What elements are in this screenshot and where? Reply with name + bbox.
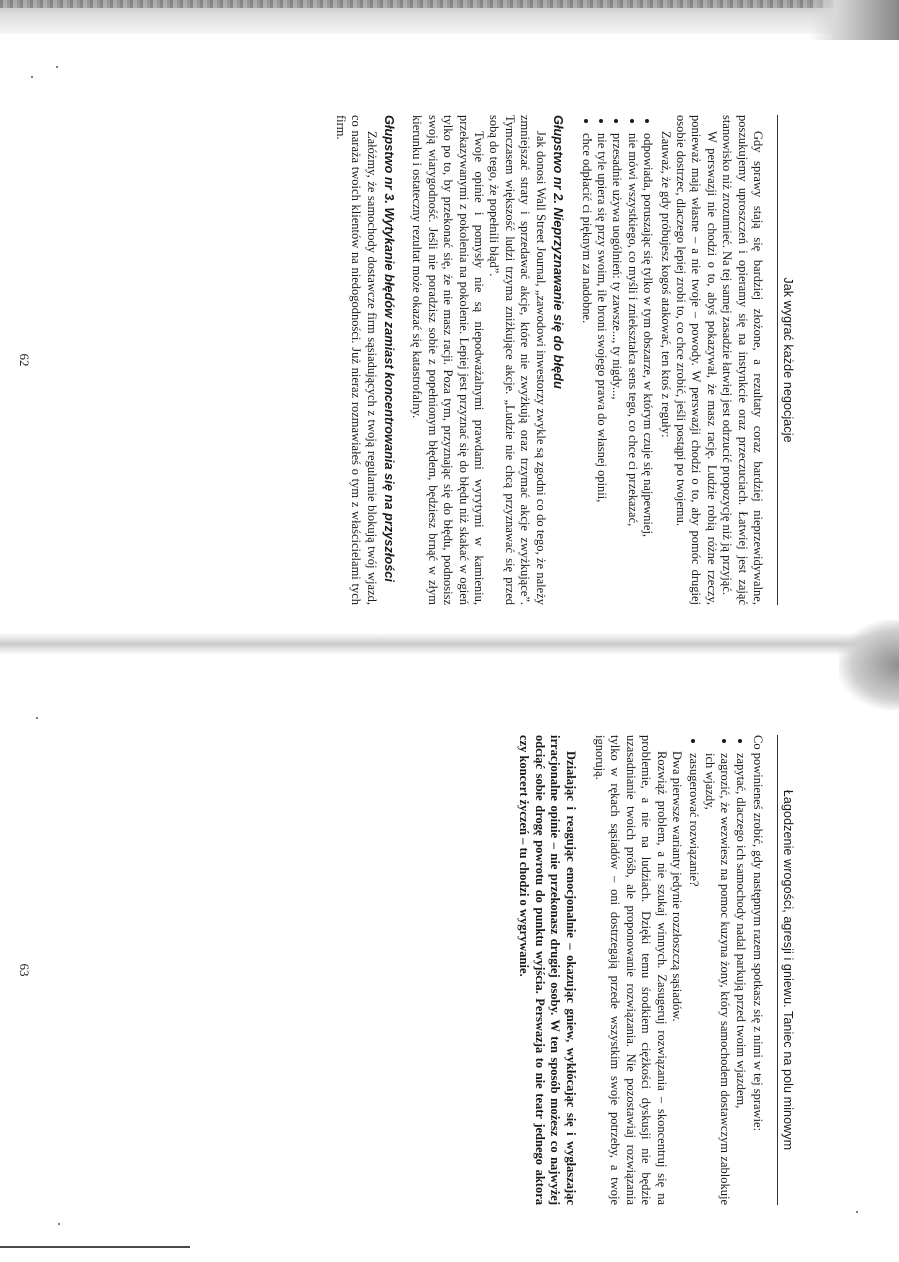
scan-speck [56,66,58,68]
paragraph: Dwa pierwsze warianty jedynie rozzłoszczą sąsiadów. [669,751,684,1022]
paragraph: W perswazji nie chodzi o to, abyś pokazywał, że masz rację. Ludzie robią różne rzeczy, ponieważ mają własne – a nie twoje – powody. W perswazji chodzi o to, aby pomóc drugiej osobie dostrzec, dlaczego lepiej zrobi to, co chce zrobić, jeśli postąpi po twojemu. [673,115,719,605]
right-book-page [17,735,795,1205]
paragraph: Co powinieneś zrobić, gdy następnym razem spotkasz się z nimi w tej sprawie: [751,735,765,1132]
list-item: • przesadnie używa uogólnień: ty zawsze..., ty nigdy..., [609,133,624,605]
scan-speck [58,1223,60,1225]
list-item: • nie tyle upiera się przy swoim, ile broni swojego prawa do własnej opinii, [594,133,609,605]
paragraph: Załóżmy, że samochody dostawcze firm sąsiadujących z twoją regularnie blokują twój wjazd, co naraża twoich klientów na niedogodności. Już nieraz rozmawiałeś o tym z właścicielami tych firm. [333,115,379,605]
list-item: • nie mówi wszystkiego, co myśli i zniekształca sens tego, co chce ci przekazać, [624,133,639,605]
running-header [777,115,795,605]
section-heading: Głupstwo nr 2. Nieprzyznawanie się do błędu [551,115,567,389]
paragraph: Jak donosi Wall Street Journal, „zawodowi inwestorzy zwykle są zgodni co do tego, że należy zmniejszać straty i sprzedawać akcje, które nie zwyżkują oraz trzymać akcje zwyżkujące”. Tymczasem większość ludzi trzyma zniżkujące akcje. „Ludzie nie chcą przyznawać się przed sobą do tego, że popełnili błąd”. [487,115,548,605]
left-book-page [17,115,795,605]
scan-edge-noise [0,0,899,8]
scan-bottom-line [0,1246,190,1248]
paragraph: Zauważ, że gdy próbujesz kogoś atakować, ten ktoś z reguły: [658,131,673,438]
scan-speck [31,76,33,78]
running-header [777,735,795,1205]
list-item: • zasugerować rozwiązanie? [686,753,701,1205]
running-header-text: Jak wygrać każde negocjacje [781,277,795,443]
page-body [516,735,765,1205]
scan-speck [36,717,38,719]
paragraph-emphasis: Działając i reagując emocjonalnie – okazując gniew, wykłócając się i wygłaszając irracjonalne opinie – nie przekonasz drugiej osoby. W ten sposób możesz co najwyżej odciąć sobie drogę powrotu do punktu wyjścia. Perswazja to nie teatr jednego aktora czy koncert życzeń – tu chodzi o wygrywanie. [517,735,578,1205]
section-heading: Głupstwo nr 3. Wytykanie błędów zamiast koncentrowania się na przyszłości [382,115,398,582]
scan-speck [856,1211,858,1213]
page-body [332,115,765,605]
list-item: • odpowiada, poruszając się tylko w tym obszarze, w którym czuje się najpewniej, [640,133,655,605]
running-header-text: Łagodzenie wrogości, agresji i gniewu. Taniec na polu minowym [781,789,795,1151]
book-gutter-curl [839,620,899,710]
bullet-list [578,115,655,605]
bullet-list [686,735,748,1205]
scan-edge-shadow [809,0,899,40]
paragraph: Gdy sprawy stają się bardziej złożone, a rezultaty coraz bardziej nieprzewidywalne, poszukujemy uproszczeń i opieramy się na instynkcie oraz przeczuciach. Łatwiej jest zająć stanowisko niż zrozumieć. Na tej samej zasadzie łatwiej jest odrzucić propozycję niż ją przyjąć. [720,115,765,605]
paragraph: Twoje opinie i pomysły nie są niepodważalnymi prawdami wyrytymi w kamieniu, przekazywanymi z pokolenia na pokolenie. Lepiej jest przyznać się do błędu niż skakać w ogień tylko po to, by przekonać się, że nie masz racji. Poza tym, przyznając się do błędu, podnosisz swoją wiarygodność. Jeśli nie poradzisz sobie z popełnionym błędem, będziesz brnąć w złym kierunku i ostateczny rezultat może okazać się katastrofalny. [410,115,487,605]
book-gutter-shadow [0,633,899,655]
page-number: 62 [17,353,32,367]
list-item: • zagrozić, że wezwiesz na pomoc kuzyna żony, który samochodem dostawczym zablokuje ich wjazdy, [701,753,732,1205]
list-item: • chce odpłacić ci pięknym za nadobne. [578,133,593,605]
list-item: • zapytać, dlaczego ich samochody nadal parkują przed twoim wjazdem, [732,753,747,1205]
paragraph: Rozwiąż problem, a nie szukaj winnych. Zasugeruj rozwiązania – skoncentruj się na problemie, a nie na ludziach. Dzięki temu środkiem ciężkości dyskusji nie będzie uzasadnianie twoich próśb, ale proponowanie rozwiązania. Nie pozostawiaj rozwiązania tylko w rękach sąsiadów – oni dostrzegają przede wszystkim swoje potrzeby, a twoje ignorują. [592,735,669,1205]
page-number: 63 [17,963,32,977]
